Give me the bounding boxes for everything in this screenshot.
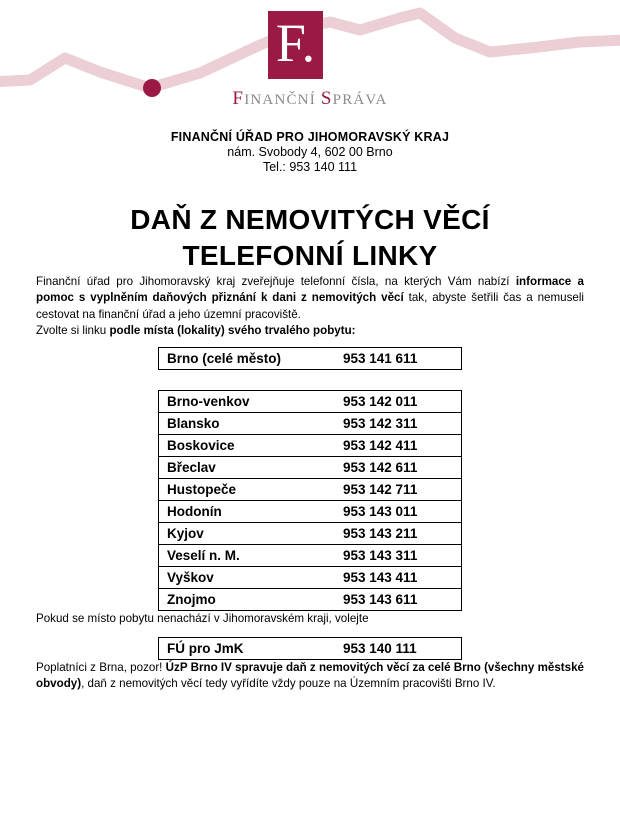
phone-number: 953 140 111: [343, 640, 417, 656]
footer-note: [36, 660, 584, 693]
choose-instruction: [36, 323, 584, 339]
wordmark-s: S: [320, 88, 333, 109]
table-row[interactable]: [159, 567, 462, 589]
phone-number: 953 143 311: [343, 545, 462, 567]
locality-phone-table: [158, 390, 462, 611]
phone-label: Hustopeče: [159, 479, 344, 501]
table-row[interactable]: [159, 348, 462, 370]
phone-label: Vyškov: [159, 567, 344, 589]
table-row[interactable]: [159, 391, 462, 413]
phone-label: Brno-venkov: [167, 394, 250, 410]
table-row[interactable]: [159, 501, 462, 523]
page-title-line-1: DAŇ Z NEMOVITÝCH VĚCÍ: [130, 204, 490, 235]
table-row[interactable]: [159, 589, 462, 611]
footer-text-bold: ÚzP Brno IV spravuje daň z nemovitých věcí za celé Brno (všechny městské obvody): [36, 660, 584, 691]
wordmark-prava: PRÁVA: [332, 92, 388, 108]
phone-label: Hodonín: [159, 501, 344, 523]
primary-phone-table: [158, 347, 462, 370]
phone-number: 953 142 611: [343, 457, 462, 479]
office-address-block: [0, 130, 620, 174]
phone-number: 953 143 611: [343, 589, 462, 611]
choose-text-bold: podle místa (lokality) svého trvalého pobytu:: [109, 324, 356, 338]
table-row[interactable]: [159, 457, 462, 479]
phone-number: 953 142 011: [343, 394, 418, 410]
page-title-line-2: TELEFONNÍ LINKY: [182, 239, 438, 271]
logo-wordmark: [0, 88, 620, 110]
intro-text-part-2: tak, abyste šetřili čas a nemuseli cestovat na finanční úřad a jeho územní pracoviště.: [36, 291, 584, 321]
choose-text-part-1: Zvolte si linku: [36, 324, 110, 338]
phone-number: 953 142 411: [343, 435, 462, 457]
table-row[interactable]: [159, 637, 462, 659]
fallback-phone-table: [158, 637, 462, 660]
financni-sprava-logo: [268, 11, 323, 79]
intro-text-bold: informace a pomoc s vyplněním daňových přiznání k dani z nemovitých věcí: [36, 274, 584, 305]
page-header: [0, 0, 620, 120]
table-row[interactable]: [159, 435, 462, 457]
table-row[interactable]: [159, 479, 462, 501]
locality-phone-rows: [159, 391, 462, 611]
phone-label: FÚ pro JmK: [167, 640, 244, 656]
phone-label: Znojmo: [159, 589, 344, 611]
document-body: [36, 274, 584, 693]
wordmark-inancni: INANČNÍ: [244, 92, 321, 108]
phone-label: Kyjov: [159, 523, 344, 545]
phone-number: 953 142 311: [343, 413, 462, 435]
phone-number: 953 143 211: [343, 523, 462, 545]
table-row[interactable]: [159, 545, 462, 567]
phone-label: Veselí n. M.: [159, 545, 344, 567]
footer-text-part-1: Poplatníci z Brna, pozor!: [36, 660, 166, 674]
phone-number: 953 141 611: [343, 351, 418, 367]
phone-number: 953 143 011: [343, 501, 462, 523]
intro-paragraph: [36, 274, 584, 323]
intro-text-part-1: Finanční úřad pro Jihomoravský kraj zveřejňuje telefonní čísla, na kterých Vám nabízí: [36, 274, 516, 288]
table-row[interactable]: [159, 413, 462, 435]
office-name: FINANČNÍ ÚŘAD PRO JIHOMORAVSKÝ KRAJ: [170, 130, 450, 144]
phone-label: Blansko: [159, 413, 344, 435]
logo-letter-f: F.: [275, 13, 316, 73]
office-address: nám. Svobody 4, 602 00 Brno: [227, 145, 393, 159]
phone-label: Břeclav: [159, 457, 344, 479]
phone-number: 953 142 711: [343, 479, 462, 501]
phone-number: 953 143 411: [343, 567, 462, 589]
page-title: [0, 202, 620, 274]
phone-label: Boskovice: [159, 435, 344, 457]
wordmark-f: F: [232, 88, 245, 109]
table-row[interactable]: [159, 523, 462, 545]
outside-region-note: Pokud se místo pobytu nenachází v Jihomoravském kraji, volejte: [36, 612, 369, 626]
phone-label: Brno (celé město): [167, 351, 282, 367]
footer-text-part-2: , daň z nemovitých věcí tedy vyřídíte vždy pouze na Územním pracovišti Brno IV.: [81, 677, 496, 691]
office-phone: Tel.: 953 140 111: [262, 160, 358, 174]
